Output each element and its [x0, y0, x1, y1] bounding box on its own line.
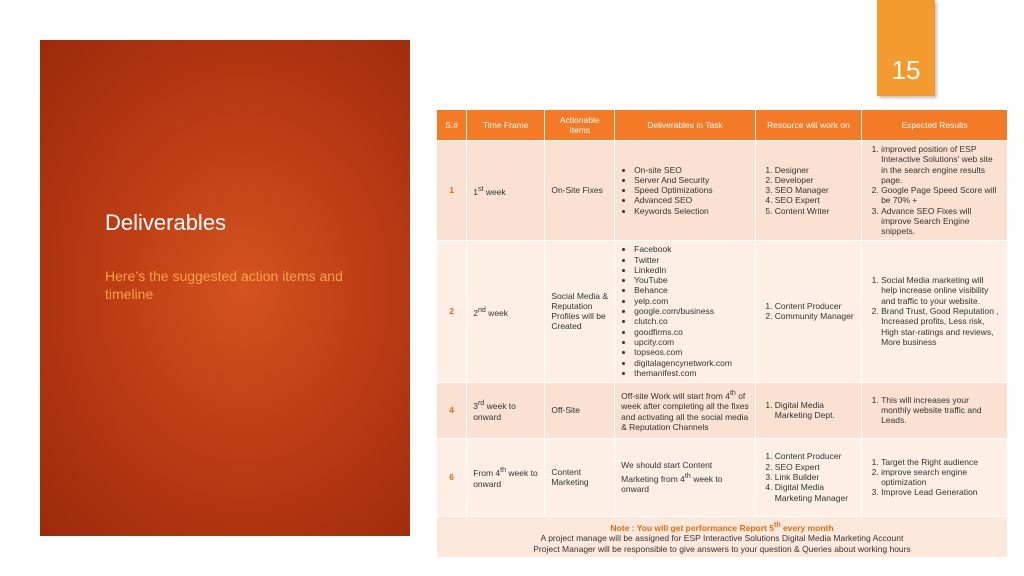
list-item: 1. Social Media marketing will help increase online visibility and traffic to your website. — [881, 275, 1001, 306]
row-time-frame: 2nd week — [467, 240, 545, 382]
list-item: 3. Advance SEO Fixes will improve Search Engine snippets. — [881, 206, 1001, 237]
footer-line: Project Manager will be responsible to give answers to your question & Queries about working hours — [533, 543, 911, 554]
row-resources — [755, 438, 861, 516]
row-serial: 1 — [437, 141, 467, 241]
list-item: 4. SEO Expert — [775, 195, 855, 205]
row-deliverables: We should start Content Marketing from 4th week to onward — [615, 438, 756, 516]
list-item: • digitalagencynetwork.com — [634, 358, 749, 368]
list-item: 2. Developer — [775, 175, 855, 185]
list-item: • Keywords Selection — [634, 206, 749, 216]
table-footer-row — [437, 516, 1008, 557]
list-item: 3. Link Builder — [775, 472, 855, 482]
table-row — [437, 141, 1008, 241]
row-deliverables: Off-site Work will start from 4th of week after completing all the fixes and activating all the social media & Reputation Channels — [615, 382, 756, 438]
row-time-frame: 1st week — [467, 141, 545, 241]
col-header-resources: Resource will work on — [755, 110, 861, 141]
table-row — [437, 382, 1008, 438]
slide-title: Deliverables — [105, 210, 227, 235]
list-item: • google.com/business — [634, 306, 749, 316]
list-item: 1. improved position of ESP Interactive Solutions' web site in the search engine results page. — [881, 144, 1001, 185]
list-item: 1. Target the Right audience — [881, 457, 1001, 467]
table-header-row — [437, 110, 1008, 141]
list-item: • yelp.com — [634, 296, 749, 306]
list-item: • LinkedIn — [634, 265, 749, 275]
list-item: • topseos.com — [634, 347, 749, 357]
list-item: • goodfirms.co — [634, 327, 749, 337]
list-item: • Twitter — [634, 255, 749, 265]
list-item: • Server And Security — [634, 175, 749, 185]
row-expected-results — [862, 438, 1008, 516]
row-resources — [755, 382, 861, 438]
row-actionable-item: Social Media & Reputation Profiles will be Created — [545, 240, 615, 382]
page-number-badge — [877, 0, 935, 96]
row-deliverables — [615, 141, 756, 241]
list-item: • upcity.com — [634, 337, 749, 347]
row-expected-results — [862, 382, 1008, 438]
row-deliverables — [615, 240, 756, 382]
row-actionable-item: Off-Site — [545, 382, 615, 438]
list-item: 1. Digital Media Marketing Dept. — [775, 400, 855, 421]
row-actionable-item: Content Marketing — [545, 438, 615, 516]
list-item: 1. Content Producer — [775, 451, 855, 461]
footer-line: A project manage will be assigned for ESP Interactive Solutions Digital Media Marketing Account — [540, 533, 904, 543]
row-time-frame: From 4th week to onward — [467, 438, 545, 516]
table-footer — [437, 516, 1008, 557]
col-header-time-frame: Time Frame — [467, 110, 545, 141]
table-row — [437, 240, 1008, 382]
row-resources — [755, 240, 861, 382]
performance-note: Note : You will get performance Report 5th every month — [610, 520, 834, 533]
list-item: • On-site SEO — [634, 165, 749, 175]
col-header-actionable-items: Actionable Items — [545, 110, 615, 141]
col-header-sn: S.# — [437, 110, 467, 141]
deliverables-table — [436, 109, 1008, 558]
list-item: • clutch.co — [634, 316, 749, 326]
table-row — [437, 438, 1008, 516]
row-expected-results — [862, 141, 1008, 241]
list-item: • Advanced SEO — [634, 195, 749, 205]
list-item: 2. Community Manager — [775, 311, 855, 321]
list-item: 2. SEO Expert — [775, 462, 855, 472]
list-item: • Facebook — [634, 244, 749, 254]
row-serial: 4 — [437, 382, 467, 438]
list-item: • YouTube — [634, 275, 749, 285]
list-item: • themanifest.com — [634, 368, 749, 378]
list-item: • Behance — [634, 285, 749, 295]
list-item: 1. This will increases your monthly website traffic and Leads. — [881, 395, 1001, 426]
list-item: 3. SEO Manager — [775, 185, 855, 195]
list-item: 3. Improve Lead Generation — [881, 487, 1001, 497]
row-serial: 2 — [437, 240, 467, 382]
row-serial: 6 — [437, 438, 467, 516]
list-item: 5. Content Writer — [775, 206, 855, 216]
decorative-curve — [359, 40, 410, 536]
col-header-deliverables: Deliverables in Task — [615, 110, 756, 141]
row-resources — [755, 141, 861, 241]
list-item: • Speed Optimizations — [634, 185, 749, 195]
col-header-expected-results: Expected Results — [862, 110, 1008, 141]
list-item: 1. Content Producer — [775, 301, 855, 311]
row-expected-results — [862, 240, 1008, 382]
list-item: 2. improve search engine optimization — [881, 467, 1001, 488]
row-time-frame: 3rd week to onward — [467, 382, 545, 438]
list-item: 4. Digital Media Marketing Manager — [775, 482, 855, 503]
list-item: 2. Brand Trust, Good Reputation , Increased profits, Less risk, High star-ratings and reviews, More business — [881, 306, 1001, 347]
row-actionable-item: On-Site Fixes — [545, 141, 615, 241]
slide-subtitle: Here’s the suggested action items and timeline — [105, 268, 343, 302]
list-item: 2. Google Page Speed Score will be 70% + — [881, 185, 1001, 206]
list-item: 1. Designer — [775, 165, 855, 175]
page-number: 15 — [891, 55, 921, 85]
